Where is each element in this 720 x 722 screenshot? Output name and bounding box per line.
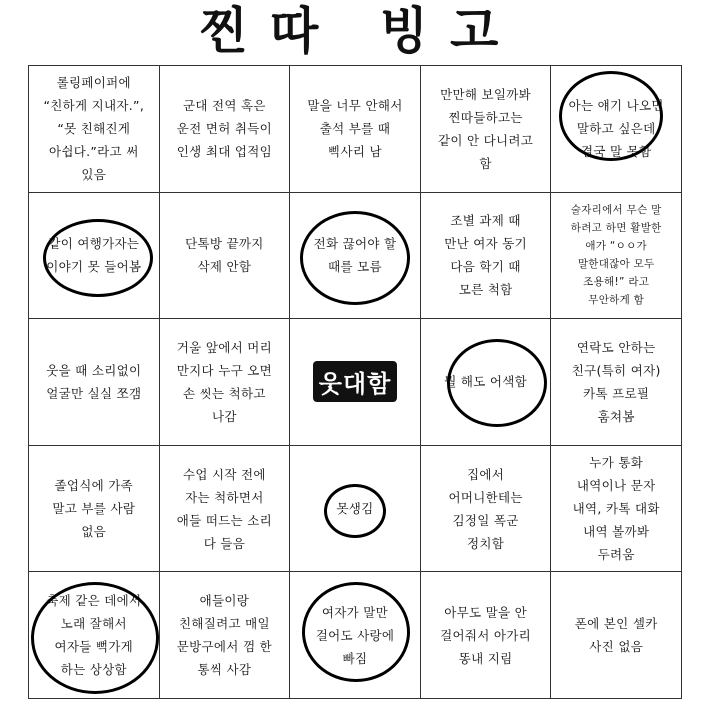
bingo-cell-text: 만만해 보일까봐 찐따들하고는 같이 안 다니려고 함 (438, 86, 534, 171)
bingo-cell-text: 집에서 어머니한테는 김정일 폭군 정치함 (448, 466, 523, 551)
bingo-cell (290, 572, 421, 699)
bingo-cell (290, 66, 421, 193)
bingo-cell (29, 193, 160, 320)
bingo-cell-text: 웃을 때 소리없이 얼굴만 실실 쪼갬 (46, 362, 142, 401)
bingo-cell-text: 졸업식에 가족 말고 부를 사람 없음 (52, 478, 136, 540)
bingo-cell-text: 못생김 (336, 501, 374, 517)
bingo-cell (421, 572, 552, 699)
bingo-cell (551, 446, 682, 573)
bingo-cell (551, 319, 682, 446)
bingo-cell-free (290, 319, 421, 446)
bingo-cell-text: 누가 통화 내역이나 문자 내역, 카톡 대화 내역 볼까봐 두려움 (572, 455, 660, 563)
bingo-cell (29, 572, 160, 699)
bingo-cell (160, 446, 291, 573)
bingo-cell (421, 193, 552, 320)
bingo-cell-text: 같이 여행가자는 이야기 못 들어봄 (46, 236, 142, 275)
page-title: 찐따 빙고 (199, 1, 521, 60)
bingo-cell-text: 거울 앞에서 머리 만지다 누구 오면 손 씻는 척하고 나감 (176, 339, 272, 424)
bingo-cell-text: 폰에 본인 셀카 사진 없음 (574, 616, 658, 655)
bingo-cell-text: 뭘 해도 어색함 (444, 374, 527, 390)
bingo-cell (29, 446, 160, 573)
bingo-cell-text: 단톡방 끝까지 삭제 안함 (185, 236, 264, 275)
bingo-cell-text: 군대 전역 혹은 운전 면허 취득이 인생 최대 업적임 (176, 98, 272, 160)
bingo-board (28, 65, 682, 699)
bingo-cell (29, 319, 160, 446)
bingo-cell-text: 롤링페이퍼에 “친하게 지내자.”, “못 친해진게 아쉽다.”라고 써 있음 (43, 75, 145, 183)
bingo-cell-text: 애들이랑 친해질려고 매일 문방구에서 껌 한 통씩 사감 (176, 593, 272, 678)
bingo-cell (421, 66, 552, 193)
bingo-cell-text: 아는 얘기 나오면 말하고 싶은데 결국 말 못함 (568, 98, 664, 160)
bingo-cell (29, 66, 160, 193)
bingo-cell (290, 446, 421, 573)
bingo-cell-text: 조별 과제 때 만난 여자 동기 다음 학기 때 모른 척함 (444, 213, 527, 298)
bingo-cell (551, 66, 682, 193)
bingo-cell-text: 연락도 안하는 친구(특히 여자) 카톡 프로필 훔쳐봄 (571, 339, 661, 424)
bingo-cell-text: 축제 같은 데에서 노래 잘해서 여자들 뻑가게 하는 상상함 (46, 593, 142, 678)
bingo-cell (160, 319, 291, 446)
bingo-cell-text: 말을 너무 안해서 출석 부를 때 삑사리 남 (307, 98, 403, 160)
bingo-cell (421, 319, 552, 446)
bingo-cell (290, 193, 421, 320)
bingo-cell (160, 66, 291, 193)
bingo-cell (551, 572, 682, 699)
bingo-cell-text: 술자리에서 무슨 말 하려고 하면 활발한 애가 “ㅇㅇ가 말한대잖아 모두 조용해!” 라고 무안하게 함 (570, 204, 662, 307)
free-space-badge: 웃대함 (313, 361, 398, 402)
bingo-cell-text: 수업 시작 전에 자는 척하면서 애들 떠드는 소리 다 들음 (176, 466, 272, 551)
bingo-cell (160, 572, 291, 699)
bingo-cell (551, 193, 682, 320)
bingo-cell-text: 전화 끊어야 할 때를 모름 (313, 236, 397, 275)
bingo-cell-text: 여자가 말만 걸어도 사랑에 빠짐 (315, 604, 395, 666)
bingo-cell (421, 446, 552, 573)
bingo-cell (160, 193, 291, 320)
bingo-cell-text: 아무도 말을 안 걸어줘서 아가리 똥내 지림 (440, 604, 532, 666)
